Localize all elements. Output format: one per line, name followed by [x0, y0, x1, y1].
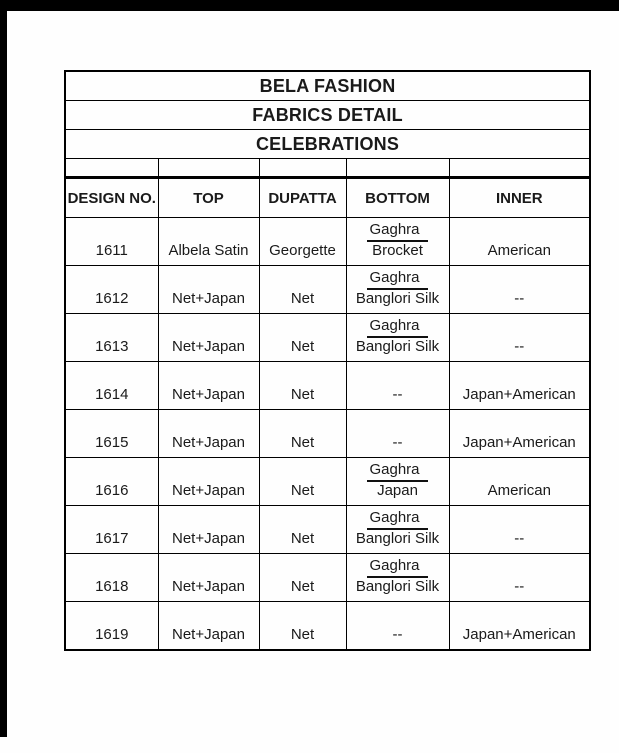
bottom-text: -- — [392, 386, 403, 403]
column-header-design-no: DESIGN NO. — [65, 178, 158, 218]
bottom-text: Banglori Silk — [355, 290, 440, 307]
design-no-cell: 1619 — [65, 602, 158, 651]
fabrics-detail-table — [64, 70, 591, 651]
inner-cell: -- — [449, 554, 590, 602]
bottom-cell — [346, 218, 449, 266]
dupatta-cell: Net — [259, 410, 346, 458]
top-cell: Net+Japan — [158, 410, 259, 458]
design-no-cell: 1613 — [65, 314, 158, 362]
bottom-underlined-text: Gaghra — [367, 461, 427, 482]
top-cell: Net+Japan — [158, 602, 259, 651]
bottom-text: Brocket — [372, 242, 423, 259]
inner-cell: Japan+American — [449, 602, 590, 651]
scan-top-black-bar — [0, 0, 619, 11]
inner-cell: Japan+American — [449, 410, 590, 458]
inner-cell: -- — [449, 314, 590, 362]
scan-left-black-bar — [0, 0, 7, 737]
dupatta-cell: Net — [259, 554, 346, 602]
spacer-row — [65, 159, 590, 178]
inner-cell: American — [449, 458, 590, 506]
bottom-underlined-text: Gaghra — [367, 509, 427, 530]
table-row — [65, 506, 590, 554]
design-no-cell: 1614 — [65, 362, 158, 410]
spacer-cell — [346, 159, 449, 178]
bottom-underlined-text: Gaghra — [367, 557, 427, 578]
document-subtitle: FABRICS DETAIL — [65, 101, 590, 130]
dupatta-cell: Net — [259, 506, 346, 554]
spacer-cell — [65, 159, 158, 178]
top-cell: Net+Japan — [158, 458, 259, 506]
spacer-cell — [158, 159, 259, 178]
company-title: BELA FASHION — [65, 71, 590, 101]
inner-cell: -- — [449, 506, 590, 554]
column-header-dupatta: DUPATTA — [259, 178, 346, 218]
design-no-cell: 1616 — [65, 458, 158, 506]
bottom-text: Banglori Silk — [355, 338, 440, 355]
dupatta-cell: Net — [259, 266, 346, 314]
top-cell: Net+Japan — [158, 314, 259, 362]
design-no-cell: 1618 — [65, 554, 158, 602]
table-row — [65, 314, 590, 362]
title-row-company — [65, 71, 590, 101]
inner-cell: American — [449, 218, 590, 266]
bottom-text: -- — [392, 626, 403, 643]
dupatta-cell: Net — [259, 458, 346, 506]
dupatta-cell: Net — [259, 362, 346, 410]
table-header-row — [65, 178, 590, 218]
top-cell: Albela Satin — [158, 218, 259, 266]
top-cell: Net+Japan — [158, 266, 259, 314]
bottom-cell — [346, 602, 449, 651]
table-row — [65, 218, 590, 266]
inner-cell: Japan+American — [449, 362, 590, 410]
bottom-text: -- — [392, 434, 403, 451]
title-row-collection — [65, 130, 590, 159]
table-row — [65, 554, 590, 602]
bottom-cell — [346, 362, 449, 410]
bottom-text: Banglori Silk — [355, 530, 440, 547]
bottom-underlined-text: Gaghra — [367, 317, 427, 338]
table-row — [65, 362, 590, 410]
design-no-cell: 1612 — [65, 266, 158, 314]
table-row — [65, 458, 590, 506]
bottom-cell — [346, 458, 449, 506]
column-header-top: TOP — [158, 178, 259, 218]
dupatta-cell: Net — [259, 314, 346, 362]
design-no-cell: 1617 — [65, 506, 158, 554]
top-cell: Net+Japan — [158, 554, 259, 602]
spacer-cell — [449, 159, 590, 178]
table-row — [65, 602, 590, 651]
spacer-cell — [259, 159, 346, 178]
dupatta-cell: Net — [259, 602, 346, 651]
bottom-text: Banglori Silk — [355, 578, 440, 595]
inner-cell: -- — [449, 266, 590, 314]
top-cell: Net+Japan — [158, 506, 259, 554]
table-row — [65, 266, 590, 314]
bottom-cell — [346, 506, 449, 554]
column-header-bottom: BOTTOM — [346, 178, 449, 218]
column-header-inner: INNER — [449, 178, 590, 218]
dupatta-cell: Georgette — [259, 218, 346, 266]
bottom-cell — [346, 266, 449, 314]
bottom-underlined-text: Gaghra — [367, 269, 427, 290]
design-no-cell: 1611 — [65, 218, 158, 266]
title-row-subtitle — [65, 101, 590, 130]
bottom-underlined-text: Gaghra — [367, 221, 427, 242]
bottom-text: Japan — [377, 482, 418, 499]
top-cell: Net+Japan — [158, 362, 259, 410]
collection-title: CELEBRATIONS — [65, 130, 590, 159]
design-no-cell: 1615 — [65, 410, 158, 458]
table-row — [65, 410, 590, 458]
bottom-cell — [346, 314, 449, 362]
bottom-cell — [346, 554, 449, 602]
bottom-cell — [346, 410, 449, 458]
